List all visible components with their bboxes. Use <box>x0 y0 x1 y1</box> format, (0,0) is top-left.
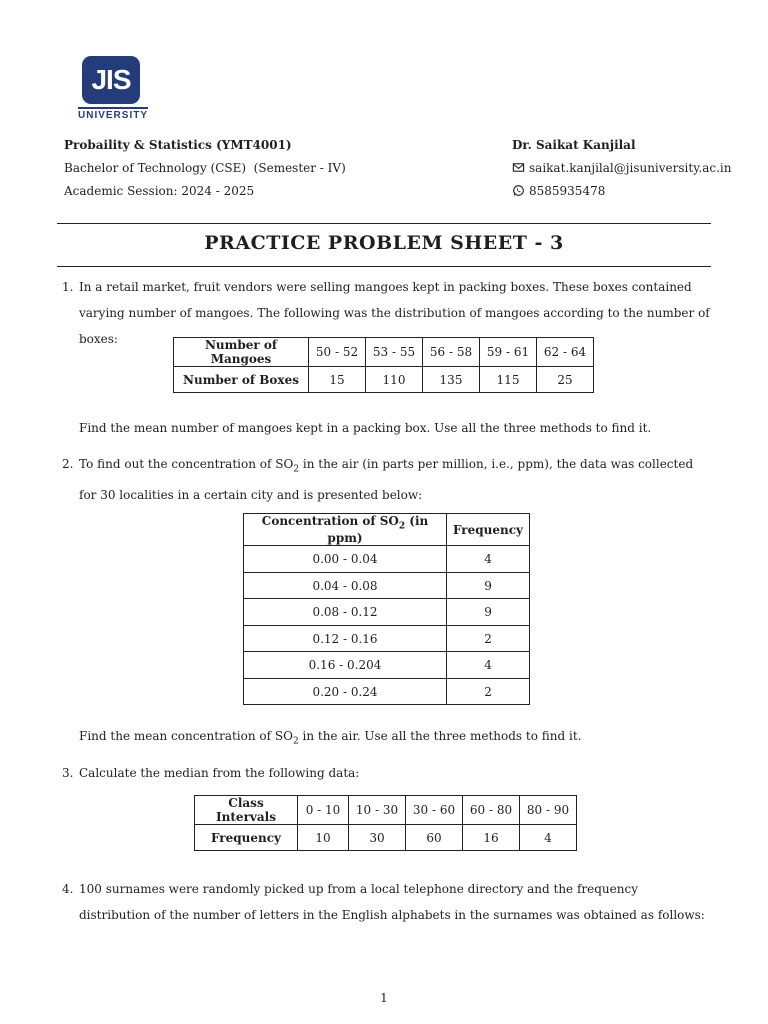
table-cell: 2 <box>447 678 530 705</box>
sheet-title: PRACTICE PROBLEM SHEET - 3 <box>204 232 564 254</box>
question-2 <box>62 451 712 508</box>
table-cell: 30 - 60 <box>406 796 463 825</box>
table-cell: 60 <box>406 825 463 851</box>
table-cell: 56 - 58 <box>423 338 480 367</box>
phone-line <box>512 180 731 203</box>
table-row <box>244 546 530 573</box>
table-cell: 9 <box>447 572 530 599</box>
table-cell: 4 <box>520 825 577 851</box>
course-info <box>64 134 346 203</box>
table-cell: 10 <box>298 825 349 851</box>
table-cell: 30 <box>349 825 406 851</box>
question-2-followup <box>79 729 581 746</box>
phone-number: 8585935478 <box>529 184 606 198</box>
university-logo <box>78 56 148 121</box>
subscript: 2 <box>398 521 406 532</box>
table-cell: 4 <box>447 652 530 679</box>
text-part: in the air. Use all the three methods to find it. <box>298 729 582 743</box>
so2-table <box>243 513 530 705</box>
question-number: 2. <box>62 457 74 471</box>
row-header: Frequency <box>195 825 298 851</box>
question-text <box>79 451 712 508</box>
question-text: In a retail market, fruit vendors were selling mangoes kept in packing boxes. These boxes contained varying number of mangoes. The following was the distribution of mangoes according to the number of boxes: <box>79 280 710 346</box>
median-table <box>194 795 577 851</box>
table-row <box>244 652 530 679</box>
title-rule-bottom <box>57 266 711 267</box>
table-cell: 0.16 - 0.204 <box>244 652 447 679</box>
question-text: 100 surnames were randomly picked up from a local telephone directory and the frequency distribution of the number of letters in the English alphabets in the surnames was obtained as follows: <box>79 882 705 922</box>
logo-mark: JIS <box>82 56 140 104</box>
logo-divider <box>78 107 148 109</box>
question-number: 3. <box>62 766 74 780</box>
table-cell: 62 - 64 <box>537 338 594 367</box>
email-line <box>512 157 731 180</box>
table-cell: 60 - 80 <box>463 796 520 825</box>
question-number: 4. <box>62 882 74 896</box>
table-cell: 16 <box>463 825 520 851</box>
page-number: 1 <box>380 991 388 1005</box>
text-part: To find out the concentration of SO <box>79 457 294 471</box>
row-header: Number of Mangoes <box>174 338 309 367</box>
table-cell: 4 <box>447 546 530 573</box>
question-3 <box>62 760 712 786</box>
column-header <box>244 514 447 546</box>
table-cell: 115 <box>480 367 537 393</box>
table-row <box>174 367 594 393</box>
table-row <box>195 796 577 825</box>
logo-text: UNIVERSITY <box>78 109 149 121</box>
table-cell: 80 - 90 <box>520 796 577 825</box>
email-link[interactable]: saikat.kanjilal@jisuniversity.ac.in <box>529 161 732 175</box>
header-text: (in ppm) <box>327 514 429 546</box>
text-part: Find the mean concentration of SO <box>79 729 293 743</box>
table-row <box>244 514 530 546</box>
table-row <box>244 625 530 652</box>
table-cell: 0.00 - 0.04 <box>244 546 447 573</box>
table-cell: 2 <box>447 625 530 652</box>
table-cell: 25 <box>537 367 594 393</box>
subscript: 2 <box>292 736 299 747</box>
table-cell: 0 - 10 <box>298 796 349 825</box>
table-cell: 59 - 61 <box>480 338 537 367</box>
mangoes-table <box>173 337 594 393</box>
text-part: in the air (in parts per million, i.e., ppm), the data was collected for 30 localities in a certain city and is presented below: <box>79 457 694 503</box>
table-cell: 0.20 - 0.24 <box>244 678 447 705</box>
question-text: Calculate the median from the following data: <box>79 766 360 780</box>
row-header: Number of Boxes <box>174 367 309 393</box>
table-row <box>244 678 530 705</box>
session-line: Academic Session: 2024 - 2025 <box>64 184 255 198</box>
table-cell: 135 <box>423 367 480 393</box>
table-cell: 110 <box>366 367 423 393</box>
instructor-info <box>512 134 731 203</box>
question-4 <box>62 876 712 928</box>
question-number: 1. <box>62 280 74 294</box>
column-header: Frequency <box>447 514 530 546</box>
table-cell: 53 - 55 <box>366 338 423 367</box>
whatsapp-icon <box>512 184 525 197</box>
program-line: Bachelor of Technology (CSE) (Semester - IV) <box>64 161 346 175</box>
table-cell: 50 - 52 <box>309 338 366 367</box>
table-cell: 0.04 - 0.08 <box>244 572 447 599</box>
table-row <box>244 572 530 599</box>
question-1-followup: Find the mean number of mangoes kept in a packing box. Use all the three methods to find it. <box>79 421 652 435</box>
table-cell: 15 <box>309 367 366 393</box>
subscript: 2 <box>293 464 300 475</box>
header-text: Concentration of SO <box>261 514 399 528</box>
table-row <box>195 825 577 851</box>
table-cell: 10 - 30 <box>349 796 406 825</box>
table-row <box>174 338 594 367</box>
envelope-icon <box>512 161 525 174</box>
course-title: Probaility & Statistics (YMT4001) <box>64 138 292 152</box>
table-row <box>244 599 530 626</box>
title-rule-top <box>57 223 711 224</box>
instructor-name: Dr. Saikat Kanjilal <box>512 138 636 152</box>
table-cell: 9 <box>447 599 530 626</box>
row-header: Class Intervals <box>195 796 298 825</box>
table-cell: 0.08 - 0.12 <box>244 599 447 626</box>
table-cell: 0.12 - 0.16 <box>244 625 447 652</box>
